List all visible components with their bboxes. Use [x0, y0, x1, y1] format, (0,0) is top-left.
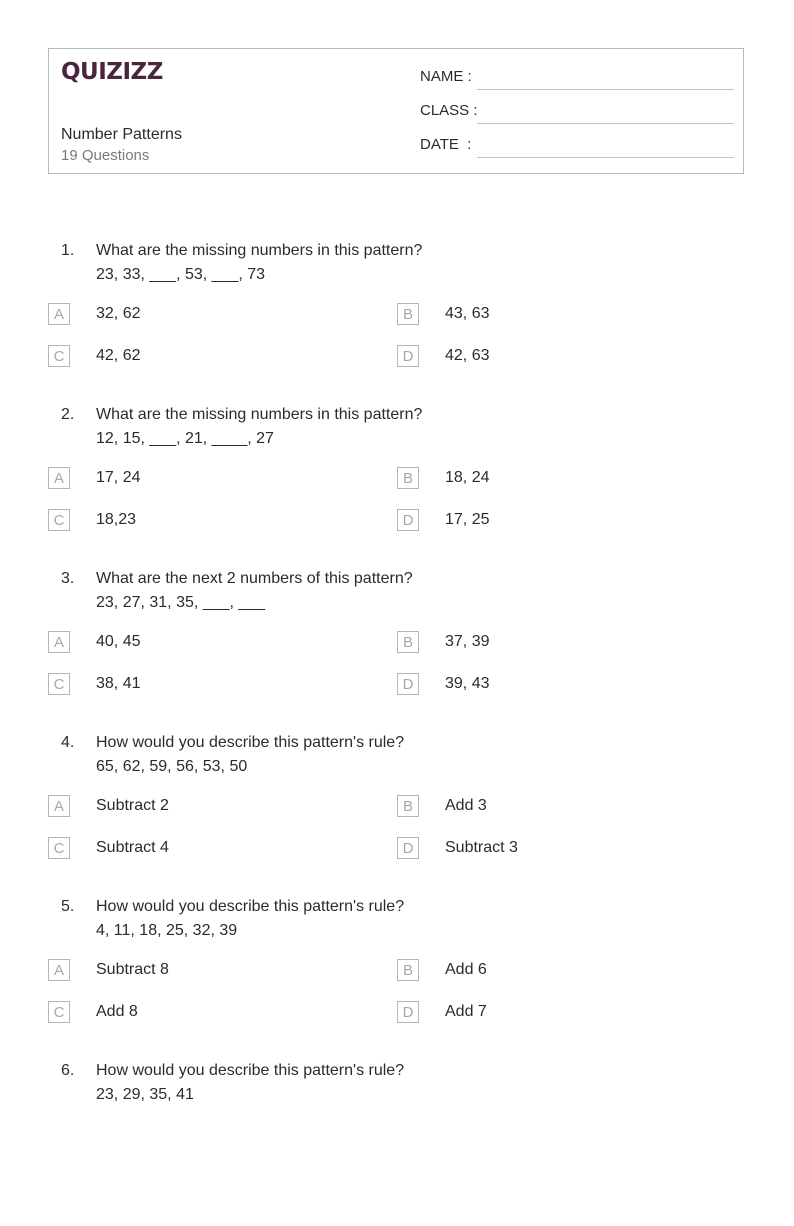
option-letter-box[interactable]: D	[397, 509, 419, 531]
option-letter-box[interactable]: A	[48, 467, 70, 489]
question-block	[0, 570, 794, 734]
class-line[interactable]	[477, 123, 734, 124]
answer-option[interactable]	[397, 837, 737, 861]
option-letter-box[interactable]: B	[397, 631, 419, 653]
option-text: 17, 24	[96, 469, 141, 486]
option-letter-box[interactable]: C	[48, 1001, 70, 1023]
option-letter-box[interactable]: A	[48, 959, 70, 981]
option-letter-box[interactable]: C	[48, 345, 70, 367]
option-letter-box[interactable]: C	[48, 837, 70, 859]
question-sequence: 23, 29, 35, 41	[96, 1086, 194, 1103]
option-text: 42, 63	[445, 347, 490, 364]
option-text: Add 8	[96, 1003, 138, 1020]
question-text: How would you describe this pattern's rule?	[96, 898, 405, 915]
option-letter-box[interactable]: C	[48, 673, 70, 695]
class-field[interactable]	[420, 102, 734, 124]
question-text: What are the next 2 numbers of this pattern?	[96, 570, 413, 587]
answer-option[interactable]	[397, 959, 737, 983]
option-letter-box[interactable]: D	[397, 837, 419, 859]
option-text: Subtract 8	[96, 961, 169, 978]
option-text: 17, 25	[445, 511, 490, 528]
option-text: 38, 41	[96, 675, 141, 692]
answer-option[interactable]	[397, 1001, 737, 1025]
worksheet-header	[48, 48, 744, 174]
option-text: Subtract 3	[445, 839, 518, 856]
class-label: CLASS :	[420, 102, 478, 119]
option-letter-box[interactable]: A	[48, 795, 70, 817]
question-text: What are the missing numbers in this pattern?	[96, 242, 423, 259]
answer-option[interactable]	[48, 795, 388, 819]
answer-option[interactable]	[48, 1001, 388, 1025]
question-text: What are the missing numbers in this pattern?	[96, 406, 423, 423]
date-field[interactable]	[420, 136, 734, 158]
question-block	[0, 242, 794, 406]
option-text: Subtract 4	[96, 839, 169, 856]
question-block	[0, 1062, 794, 1226]
name-label: NAME :	[420, 68, 472, 85]
option-text: 43, 63	[445, 305, 490, 322]
option-text: Add 7	[445, 1003, 487, 1020]
answer-option[interactable]	[397, 631, 737, 655]
question-number: 5.	[61, 898, 75, 915]
name-field[interactable]	[420, 68, 734, 90]
option-letter-box[interactable]: A	[48, 631, 70, 653]
option-text: 39, 43	[445, 675, 490, 692]
option-text: 32, 62	[96, 305, 141, 322]
question-number: 3.	[61, 570, 75, 587]
date-label: DATE :	[420, 136, 472, 153]
answer-option[interactable]	[397, 673, 737, 697]
question-block	[0, 406, 794, 570]
question-sequence: 4, 11, 18, 25, 32, 39	[96, 922, 238, 939]
answer-option[interactable]	[48, 673, 388, 697]
answer-option[interactable]	[397, 467, 737, 491]
question-sequence: 12, 15, ___, 21, ____, 27	[96, 430, 274, 447]
option-text: 18, 24	[445, 469, 490, 486]
answer-option[interactable]	[48, 509, 388, 533]
question-sequence: 65, 62, 59, 56, 53, 50	[96, 758, 248, 775]
option-text: 37, 39	[445, 633, 490, 650]
answer-option[interactable]	[48, 345, 388, 369]
answer-option[interactable]	[397, 345, 737, 369]
option-letter-box[interactable]: B	[397, 795, 419, 817]
option-letter-box[interactable]: A	[48, 303, 70, 325]
option-text: 18,23	[96, 511, 137, 528]
question-text: How would you describe this pattern's rule?	[96, 1062, 405, 1079]
option-letter-box[interactable]: B	[397, 959, 419, 981]
answer-option[interactable]	[48, 837, 388, 861]
question-sequence: 23, 27, 31, 35, ___, ___	[96, 594, 266, 611]
option-text: Subtract 2	[96, 797, 169, 814]
question-block	[0, 734, 794, 898]
option-text: 42, 62	[96, 347, 141, 364]
question-block	[0, 898, 794, 1062]
answer-option[interactable]	[48, 959, 388, 983]
option-text: Add 6	[445, 961, 487, 978]
answer-option[interactable]	[397, 509, 737, 533]
option-letter-box[interactable]: D	[397, 673, 419, 695]
question-number: 6.	[61, 1062, 75, 1079]
option-letter-box[interactable]: D	[397, 345, 419, 367]
option-text: 40, 45	[96, 633, 141, 650]
answer-option[interactable]	[397, 795, 737, 819]
question-number: 4.	[61, 734, 75, 751]
date-line[interactable]	[477, 157, 734, 158]
answer-option[interactable]	[48, 303, 388, 327]
option-letter-box[interactable]: B	[397, 467, 419, 489]
question-number: 2.	[61, 406, 75, 423]
question-count: 19 Questions	[61, 147, 150, 164]
question-number: 1.	[61, 242, 75, 259]
answer-option[interactable]	[48, 631, 388, 655]
option-text: Add 3	[445, 797, 487, 814]
quizizz-logo: QUIZIZZ	[61, 59, 163, 85]
option-letter-box[interactable]: B	[397, 303, 419, 325]
worksheet-title: Number Patterns	[61, 126, 182, 143]
name-line[interactable]	[477, 89, 734, 90]
question-text: How would you describe this pattern's rule?	[96, 734, 405, 751]
option-letter-box[interactable]: C	[48, 509, 70, 531]
answer-option[interactable]	[397, 303, 737, 327]
option-letter-box[interactable]: D	[397, 1001, 419, 1023]
question-sequence: 23, 33, ___, 53, ___, 73	[96, 266, 266, 283]
answer-option[interactable]	[48, 467, 388, 491]
